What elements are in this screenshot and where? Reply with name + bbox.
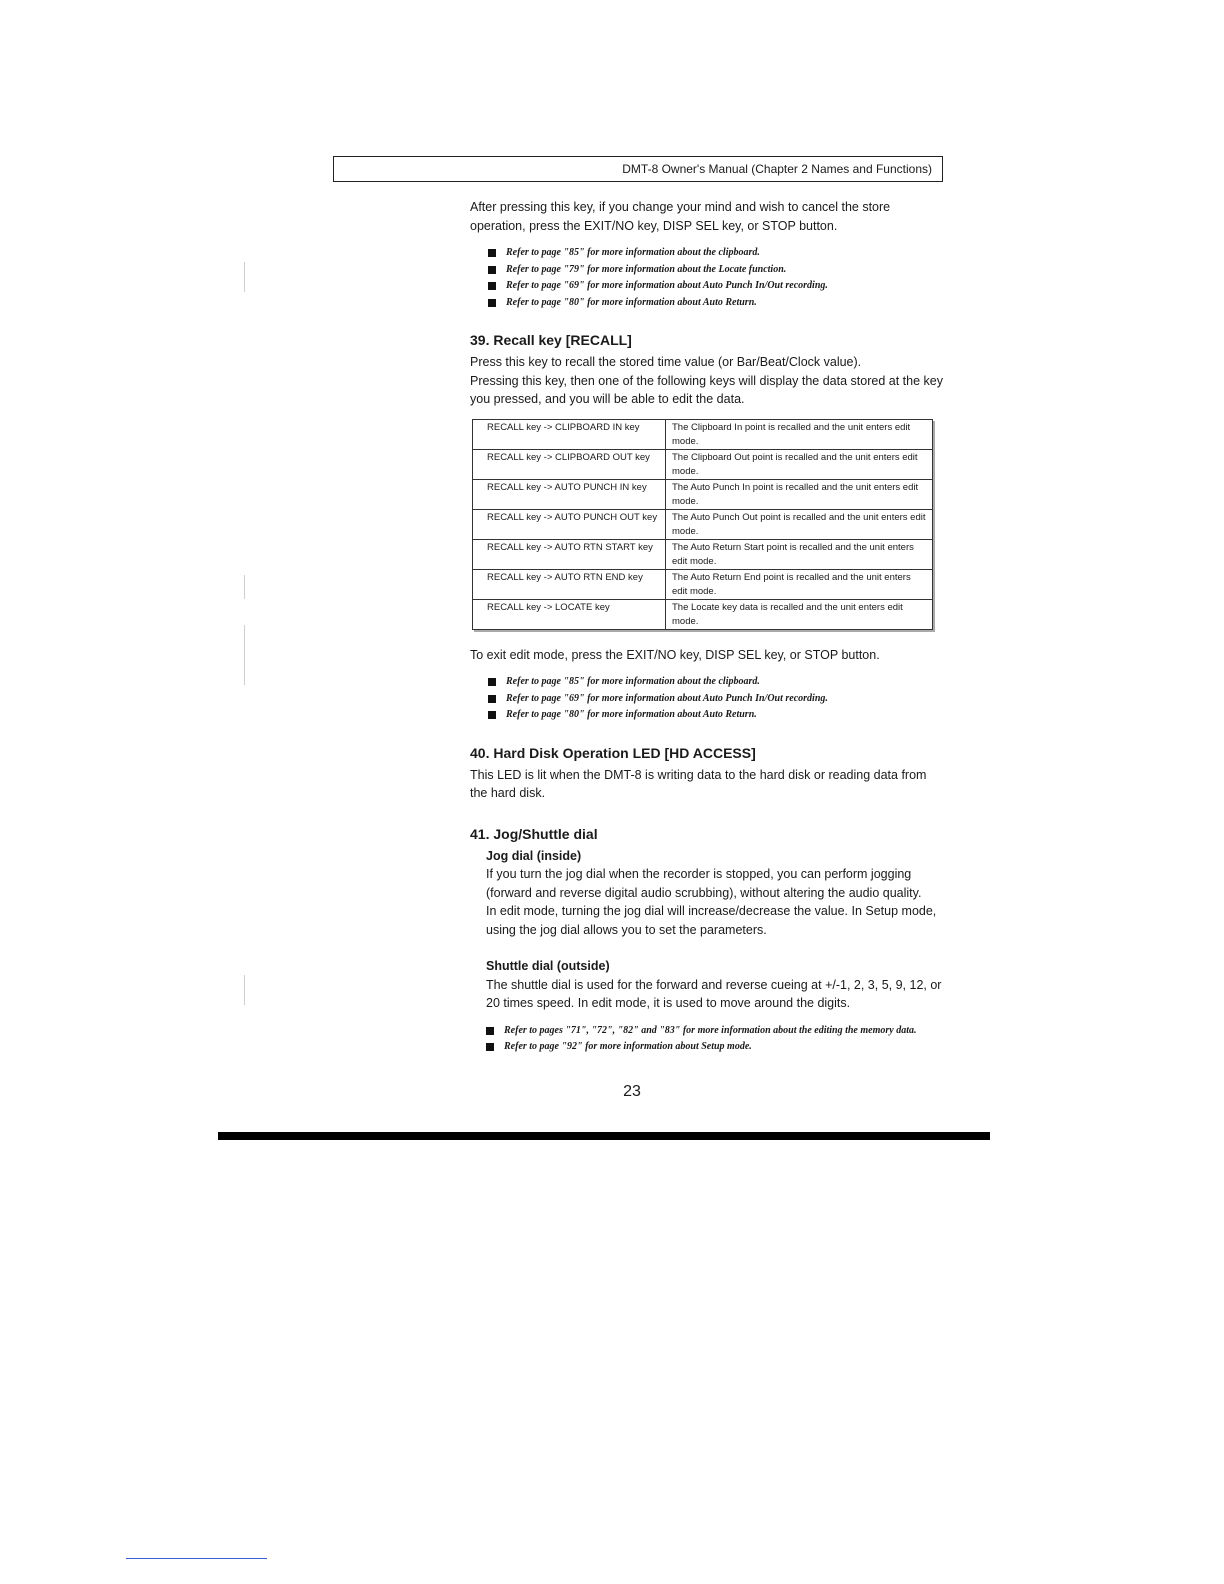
reference-item: Refer to page "80" for more information about Auto Return. xyxy=(488,707,946,724)
table-cell-description: The Locate key data is recalled and the unit enters edit mode. xyxy=(666,599,933,629)
table-row xyxy=(473,569,933,599)
scan-artifact xyxy=(244,975,245,1005)
table-cell-key: RECALL key -> AUTO PUNCH OUT key xyxy=(473,509,666,539)
table-cell-description: The Auto Punch In point is recalled and the unit enters edit mode. xyxy=(666,479,933,509)
table-row xyxy=(473,509,933,539)
square-bullet-icon xyxy=(488,249,496,257)
table-cell-key: RECALL key -> CLIPBOARD IN key xyxy=(473,419,666,449)
page-content xyxy=(470,198,946,1056)
square-bullet-icon xyxy=(486,1043,494,1051)
shuttle-dial-paragraph: The shuttle dial is used for the forward and reverse cueing at +/-1, 2, 3, 5, 9, 12, or 20 times speed. In edit mode, it is used to move around the digits. xyxy=(486,977,942,1010)
intro-paragraph: After pressing this key, if you change your mind and wish to cancel the store operation, press the EXIT/NO key, DISP SEL key, or STOP button. xyxy=(470,200,891,233)
table-cell-description: The Clipboard In point is recalled and the unit enters edit mode. xyxy=(666,419,933,449)
table-row xyxy=(473,599,933,629)
square-bullet-icon xyxy=(488,695,496,703)
section-40-title: 40. Hard Disk Operation LED [HD ACCESS] xyxy=(470,744,756,761)
reference-list xyxy=(488,245,946,311)
corner-line xyxy=(126,1558,267,1559)
page-number: 23 xyxy=(623,1083,641,1100)
table-cell-description: The Auto Return Start point is recalled and the unit enters edit mode. xyxy=(666,539,933,569)
reference-item: Refer to page "85" for more information about the clipboard. xyxy=(488,674,946,691)
table-row xyxy=(473,479,933,509)
reference-item: Refer to page "80" for more information about Auto Return. xyxy=(488,295,946,312)
section-39-paragraph-1: Press this key to recall the stored time value (or Bar/Beat/Clock value). xyxy=(470,355,862,369)
reference-item: Refer to page "69" for more information about Auto Punch In/Out recording. xyxy=(488,691,946,708)
jog-dial-paragraph-2: In edit mode, turning the jog dial will increase/decrease the value. In Setup mode, using the jog dial allows you to set the parameters. xyxy=(486,904,937,937)
reference-item: Refer to pages "71", "72", "82" and "83" for more information about the editing the memory data. xyxy=(486,1023,946,1040)
reference-item: Refer to page "79" for more information about the Locate function. xyxy=(488,262,946,279)
section-39-paragraph-2: Pressing this key, then one of the following keys will display the data stored at the key you pressed, and you will be able to edit the data. xyxy=(470,373,943,406)
table-cell-key: RECALL key -> CLIPBOARD OUT key xyxy=(473,449,666,479)
jog-dial-block xyxy=(486,847,946,1013)
square-bullet-icon xyxy=(486,1027,494,1035)
table-row xyxy=(473,449,933,479)
running-header xyxy=(333,156,943,182)
table-row xyxy=(473,419,933,449)
bottom-rule xyxy=(218,1132,990,1140)
square-bullet-icon xyxy=(488,711,496,719)
section-41-title: 41. Jog/Shuttle dial xyxy=(470,825,598,842)
table-cell-key: RECALL key -> AUTO PUNCH IN key xyxy=(473,479,666,509)
scan-artifact xyxy=(244,262,245,292)
scan-artifact xyxy=(244,575,245,599)
exit-edit-paragraph: To exit edit mode, press the EXIT/NO key, DISP SEL key, or STOP button. xyxy=(470,647,880,662)
section-39-title: 39. Recall key [RECALL] xyxy=(470,332,632,348)
square-bullet-icon xyxy=(488,266,496,274)
table-cell-key: RECALL key -> AUTO RTN END key xyxy=(473,569,666,599)
table-cell-description: The Auto Punch Out point is recalled and the unit enters edit mode. xyxy=(666,509,933,539)
table-row xyxy=(473,539,933,569)
shuttle-dial-title: Shuttle dial (outside) xyxy=(486,959,610,973)
table-cell-description: The Clipboard Out point is recalled and the unit enters edit mode. xyxy=(666,449,933,479)
reference-list xyxy=(488,674,946,724)
square-bullet-icon xyxy=(488,299,496,307)
header-title: DMT-8 Owner's Manual (Chapter 2 Names and Functions) xyxy=(622,162,932,176)
scan-artifact xyxy=(244,625,245,685)
square-bullet-icon xyxy=(488,282,496,290)
reference-item: Refer to page "92" for more information about Setup mode. xyxy=(486,1039,946,1056)
jog-dial-title: Jog dial (inside) xyxy=(486,848,582,863)
recall-key-table xyxy=(472,419,933,630)
table-cell-description: The Auto Return End point is recalled and the unit enters edit mode. xyxy=(666,569,933,599)
section-40-paragraph: This LED is lit when the DMT-8 is writing data to the hard disk or reading data from the hard disk. xyxy=(470,767,927,800)
table-cell-key: RECALL key -> LOCATE key xyxy=(473,599,666,629)
reference-list xyxy=(486,1023,946,1056)
jog-dial-paragraph-1: If you turn the jog dial when the recorder is stopped, you can perform jogging (forward and reverse digital audio scrubbing), without altering the audio quality. xyxy=(486,867,922,900)
reference-item: Refer to page "85" for more information about the clipboard. xyxy=(488,245,946,262)
reference-item: Refer to page "69" for more information about Auto Punch In/Out recording. xyxy=(488,278,946,295)
square-bullet-icon xyxy=(488,678,496,686)
table-cell-key: RECALL key -> AUTO RTN START key xyxy=(473,539,666,569)
